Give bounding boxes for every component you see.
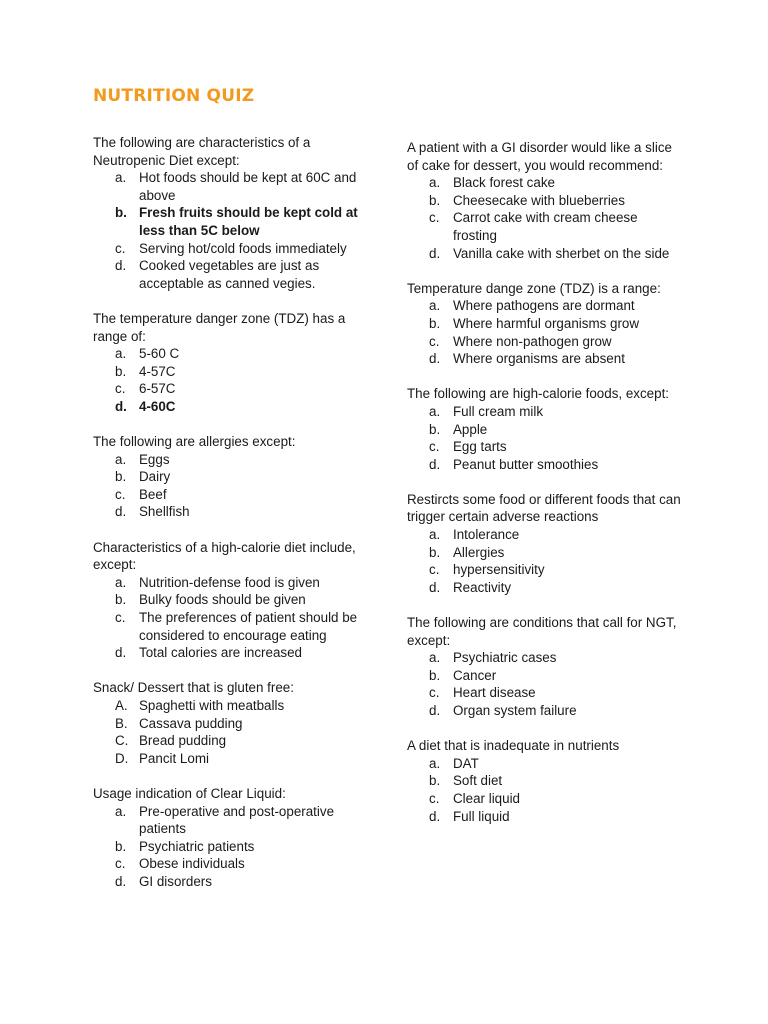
- option-item: [93, 609, 368, 644]
- question-block: [407, 614, 682, 720]
- option-marker: d.: [429, 456, 441, 472]
- option-list: [93, 803, 368, 891]
- option-marker: d.: [429, 703, 441, 718]
- option-item: [93, 169, 368, 204]
- option-marker: c.: [429, 790, 440, 806]
- option-text: Full cream milk: [453, 403, 544, 419]
- option-marker: b.: [115, 363, 127, 379]
- option-item: [407, 561, 682, 579]
- question-text: The following are high-calorie foods, except:: [407, 386, 670, 402]
- option-marker: d.: [429, 351, 441, 367]
- option-text: Organ system failure: [453, 703, 577, 718]
- option-marker: c.: [429, 333, 440, 349]
- option-marker: b.: [115, 838, 127, 854]
- option-marker: b.: [429, 667, 441, 683]
- option-text: Intolerance: [453, 527, 520, 543]
- question-block: [93, 785, 368, 891]
- option-marker: a.: [429, 755, 441, 771]
- question-block: [407, 280, 682, 368]
- option-text: Psychiatric patients: [139, 838, 255, 854]
- option-text: Nutrition-defense food is given: [139, 574, 320, 590]
- option-text: Full liquid: [453, 808, 510, 824]
- option-item: [407, 403, 682, 421]
- option-text: Where organisms are absent: [453, 351, 625, 367]
- option-text: Apple: [453, 421, 488, 437]
- option-item: [407, 684, 682, 702]
- option-list: [407, 174, 682, 262]
- option-text: Where harmful organisms grow: [453, 315, 640, 331]
- option-list: [407, 403, 682, 473]
- option-item: [407, 421, 682, 439]
- option-marker: A.: [115, 698, 128, 713]
- option-text: GI disorders: [139, 873, 212, 889]
- option-item: [93, 732, 368, 750]
- option-marker: c.: [115, 856, 126, 872]
- option-item: [93, 380, 368, 398]
- option-text: 5-60 C: [139, 346, 180, 362]
- option-list: [407, 526, 682, 596]
- option-text: Shellfish: [139, 504, 190, 520]
- option-marker: a.: [429, 527, 441, 543]
- option-marker: c.: [429, 562, 440, 578]
- option-item: [407, 526, 682, 544]
- page-title: NUTRITION QUIZ: [93, 86, 255, 106]
- option-marker: D.: [115, 750, 129, 766]
- option-item: [93, 240, 368, 258]
- question-text: The following are characteristics of a Neutropenic Diet except:: [93, 135, 311, 168]
- option-text: Spaghetti with meatballs: [139, 698, 285, 713]
- option-item: [407, 649, 682, 667]
- option-text: The preferences of patient should be considered to encourage eating: [139, 610, 358, 643]
- option-item: [93, 644, 368, 662]
- question-text: A diet that is inadequate in nutrients: [407, 738, 620, 754]
- option-marker: a.: [115, 451, 127, 467]
- option-text: 4-57C: [139, 363, 176, 379]
- option-list: [93, 697, 368, 767]
- question-block: [407, 491, 682, 597]
- question-block: [93, 134, 368, 292]
- option-marker: a.: [429, 403, 441, 419]
- option-text: Egg tarts: [453, 439, 507, 455]
- option-text: Where pathogens are dormant: [453, 298, 635, 314]
- option-text: Dairy: [139, 469, 171, 485]
- option-item: [93, 503, 368, 521]
- option-item: [407, 772, 682, 790]
- option-marker: b.: [429, 773, 441, 789]
- question-text: Characteristics of a high-calorie diet include, except:: [93, 539, 356, 573]
- option-text: Pre-operative and post-operative patients: [139, 803, 335, 837]
- option-item: [93, 257, 368, 292]
- question-block: [407, 737, 682, 825]
- option-text: DAT: [453, 755, 479, 771]
- option-text: Bread pudding: [139, 733, 227, 749]
- question-text: Temperature dange zone (TDZ) is a range:: [407, 280, 661, 296]
- option-text: Eggs: [139, 451, 170, 467]
- question-text: Restircts some food or different foods that can trigger certain adverse reactions: [407, 491, 681, 525]
- option-text: Vanilla cake with sherbet on the side: [453, 245, 670, 261]
- option-item: [407, 350, 682, 368]
- option-item: [407, 315, 682, 333]
- option-item: [407, 456, 682, 474]
- option-text: 4-60C: [139, 398, 176, 414]
- option-item: [93, 873, 368, 891]
- option-marker: B.: [115, 715, 128, 731]
- option-text: Allergies: [453, 544, 505, 560]
- option-text: Hot foods should be kept at 60C and above: [139, 170, 357, 203]
- option-list: [93, 345, 368, 415]
- option-marker: b.: [115, 469, 127, 485]
- option-item: [93, 363, 368, 381]
- option-text: Fresh fruits should be kept cold at less than 5C below: [139, 205, 358, 238]
- option-marker: c.: [429, 439, 440, 455]
- option-text: Psychiatric cases: [453, 650, 557, 666]
- option-marker: a.: [115, 574, 127, 590]
- option-item: [93, 451, 368, 469]
- option-text: Cheesecake with blueberries: [453, 192, 625, 208]
- option-text: Pancit Lomi: [139, 750, 209, 766]
- option-text: Peanut butter smoothies: [453, 456, 599, 472]
- option-item: [407, 808, 682, 826]
- option-item: [93, 838, 368, 856]
- question-text: The following are allergies except:: [93, 434, 296, 450]
- option-item: [407, 333, 682, 351]
- option-text: Obese individuals: [139, 856, 245, 872]
- option-marker: a.: [429, 175, 441, 191]
- option-text: Clear liquid: [453, 790, 520, 806]
- option-text: Where non-pathogen grow: [453, 333, 612, 349]
- option-marker: b.: [115, 592, 127, 608]
- option-marker: b.: [429, 192, 441, 208]
- option-marker: c.: [115, 486, 126, 502]
- option-item: [407, 790, 682, 808]
- question-text: Usage indication of Clear Liquid:: [93, 785, 286, 801]
- option-marker: b.: [115, 205, 127, 221]
- option-item: [93, 855, 368, 873]
- option-list: [93, 169, 368, 292]
- question-text: The temperature danger zone (TDZ) has a range of:: [93, 310, 346, 344]
- option-item: [407, 667, 682, 685]
- question-text: A patient with a GI disorder would like a slice of cake for dessert, you would recommend:: [407, 140, 672, 173]
- option-marker: d.: [115, 504, 127, 520]
- option-marker: b.: [429, 421, 441, 437]
- question-text: The following are conditions that call for NGT, except:: [407, 615, 677, 648]
- option-text: Black forest cake: [453, 175, 555, 191]
- question-block: [407, 139, 682, 262]
- option-marker: d.: [429, 579, 441, 595]
- option-text: Reactivity: [453, 579, 512, 595]
- question-block: [93, 679, 368, 767]
- option-marker: a.: [429, 650, 441, 666]
- option-marker: d.: [429, 245, 441, 261]
- option-marker: d.: [115, 258, 127, 274]
- option-item: [407, 702, 682, 720]
- option-text: Total calories are increased: [139, 645, 303, 661]
- option-list: [407, 649, 682, 719]
- option-item: [407, 297, 682, 315]
- option-marker: a.: [115, 170, 127, 186]
- option-marker: a.: [429, 298, 441, 314]
- option-text: Soft diet: [453, 773, 503, 789]
- question-block: [407, 385, 682, 473]
- option-item: [407, 192, 682, 210]
- option-marker: b.: [429, 315, 441, 331]
- option-item: [93, 697, 368, 715]
- question-block: [93, 539, 368, 662]
- option-text: Cassava pudding: [139, 715, 243, 731]
- option-item: [407, 245, 682, 263]
- option-list: [93, 574, 368, 662]
- option-item: [93, 591, 368, 609]
- option-marker: d.: [115, 873, 127, 889]
- option-item: [407, 544, 682, 562]
- option-text: Beef: [139, 486, 167, 502]
- option-list: [407, 755, 682, 825]
- option-item: [93, 574, 368, 592]
- option-text: Heart disease: [453, 685, 536, 701]
- option-marker: c.: [115, 610, 126, 626]
- option-marker: d.: [115, 398, 127, 414]
- right-column: [407, 139, 682, 843]
- option-item: [407, 209, 682, 244]
- option-text: Serving hot/cold foods immediately: [139, 240, 347, 256]
- option-item: [93, 345, 368, 363]
- option-text: Bulky foods should be given: [139, 592, 306, 608]
- option-item: [93, 486, 368, 504]
- option-marker: c.: [115, 240, 126, 256]
- left-column: [93, 134, 368, 908]
- option-item: [407, 438, 682, 456]
- option-text: Cooked vegetables are just as acceptable as canned vegies.: [139, 258, 320, 291]
- option-marker: c.: [429, 685, 440, 701]
- option-marker: d.: [429, 808, 441, 824]
- option-marker: d.: [115, 645, 127, 661]
- option-text: 6-57C: [139, 381, 176, 397]
- option-item: [407, 579, 682, 597]
- option-item: [93, 715, 368, 733]
- option-list: [407, 297, 682, 367]
- option-item: [407, 755, 682, 773]
- option-marker: C.: [115, 733, 129, 749]
- option-item: [93, 803, 368, 838]
- option-item: [407, 174, 682, 192]
- option-item: [93, 398, 368, 416]
- option-item: [93, 468, 368, 486]
- option-text: hypersensitivity: [453, 562, 545, 578]
- option-marker: a.: [115, 346, 127, 362]
- option-text: Cancer: [453, 667, 497, 683]
- option-marker: a.: [115, 803, 127, 819]
- question-block: [93, 310, 368, 416]
- option-marker: c.: [429, 210, 440, 226]
- option-marker: c.: [115, 381, 126, 397]
- option-item: [93, 750, 368, 768]
- option-item: [93, 204, 368, 239]
- question-text: Snack/ Dessert that is gluten free:: [93, 680, 294, 696]
- option-text: Carrot cake with cream cheese frosting: [453, 210, 638, 243]
- option-marker: b.: [429, 544, 441, 560]
- question-block: [93, 433, 368, 521]
- option-list: [93, 451, 368, 521]
